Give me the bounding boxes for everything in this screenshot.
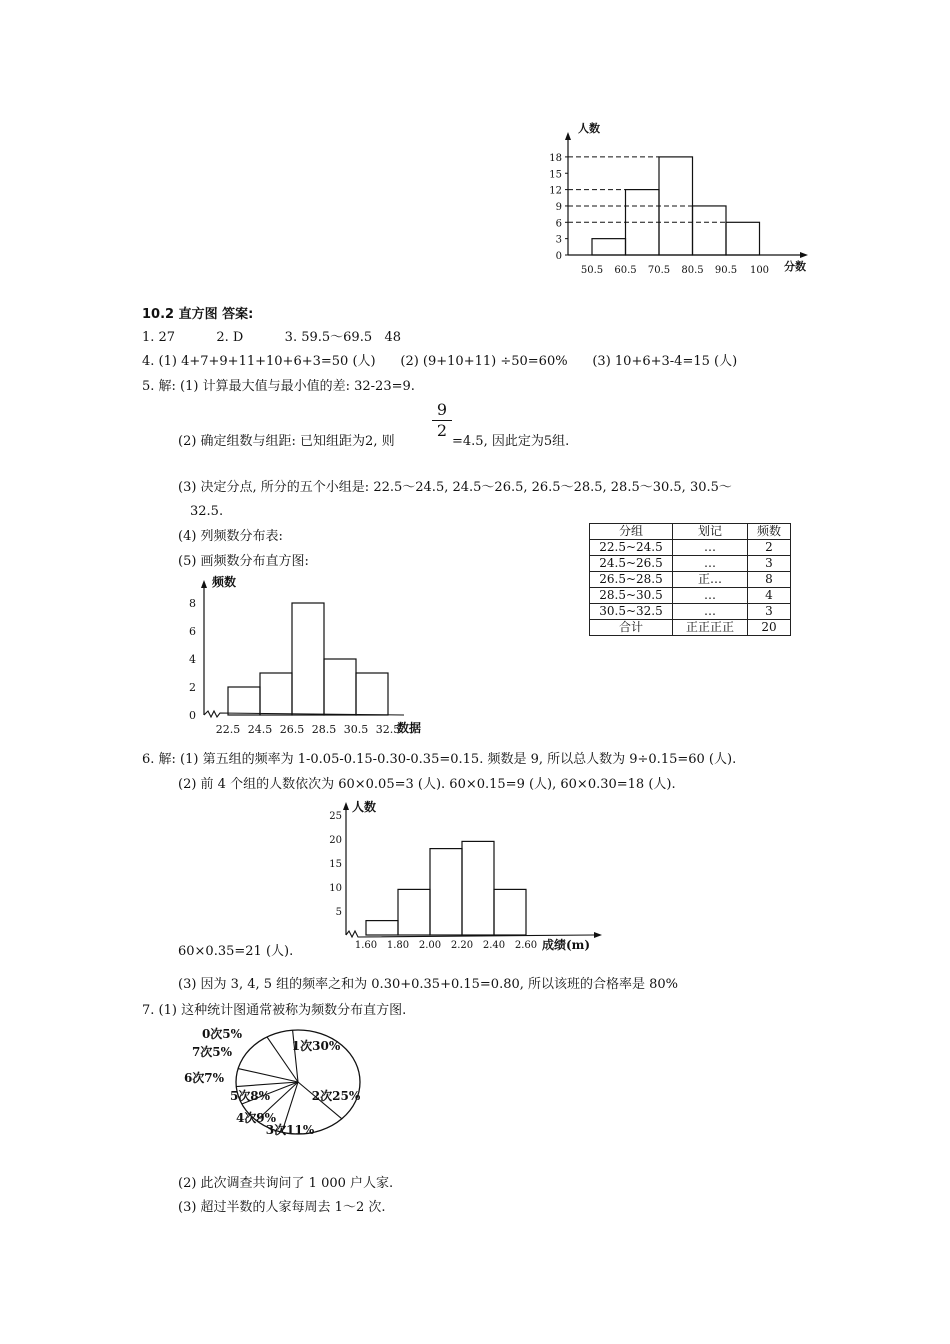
histogram-frequency xyxy=(180,572,450,740)
y-tick-label: 8 xyxy=(189,597,196,610)
bar xyxy=(726,222,760,255)
table-row xyxy=(590,604,791,620)
table-cell: 4 xyxy=(748,588,791,604)
bar xyxy=(494,889,526,935)
table-cell: 20 xyxy=(748,620,791,636)
table-row xyxy=(590,572,791,588)
table-cell: 3 xyxy=(748,556,791,572)
y-tick-label: 0 xyxy=(555,251,562,262)
table-row xyxy=(590,556,791,572)
chart3-ylabel: 人数 xyxy=(352,800,377,814)
answer-line-6-2: (2) 前 4 个组的人数依次为 60×0.05=3 (人). 60×0.15=9 (人), 60×0.30=18 (人). xyxy=(178,777,676,792)
y-tick-label: 5 xyxy=(335,907,342,918)
pie-label: 7次5% xyxy=(191,1045,233,1059)
bar xyxy=(324,659,356,715)
x-tick-label: 90.5 xyxy=(714,265,738,276)
bar xyxy=(592,239,626,255)
table-cell: 正正正正 xyxy=(673,620,748,636)
y-tick-label: 25 xyxy=(329,811,342,822)
answer-line-7-2: (2) 此次调查共询问了 1 000 户人家. xyxy=(178,1176,394,1191)
answer-line-5-4: (4) 列频数分布表: xyxy=(178,529,283,544)
chart3-xlabel: 成绩(m) xyxy=(542,938,591,952)
y-tick-label: 3 xyxy=(555,234,562,246)
x-axis-break xyxy=(346,931,594,937)
answer-line-5-2-post: =4.5, 因此定为5组. xyxy=(452,434,570,449)
x-tick-label: 1.80 xyxy=(386,940,410,951)
bar xyxy=(228,687,260,715)
fraction-numerator: 9 xyxy=(432,400,452,421)
y-axis-arrow xyxy=(343,802,349,810)
pie-label: 3次11% xyxy=(265,1123,315,1137)
y-tick-label: 0 xyxy=(189,709,196,722)
x-tick-label: 22.5 xyxy=(215,723,241,736)
section-title: 10.2 直方图 答案: xyxy=(142,307,254,322)
x-tick-label: 2.60 xyxy=(514,940,538,951)
table-header: 分组 xyxy=(590,524,673,540)
pie-label: 0次5% xyxy=(201,1027,243,1041)
x-axis-arrow xyxy=(594,932,602,938)
y-tick-label: 9 xyxy=(555,201,562,213)
chart2-xlabel: 数据 xyxy=(397,721,422,735)
table-cell: 3 xyxy=(748,604,791,620)
x-axis-break xyxy=(204,711,404,717)
y-tick-label: 12 xyxy=(549,185,562,197)
y-tick-label: 20 xyxy=(329,835,342,846)
table-cell: 合计 xyxy=(590,620,673,636)
chart2-ylabel: 频数 xyxy=(212,575,237,589)
bar xyxy=(462,841,494,935)
x-tick-label: 50.5 xyxy=(580,265,604,276)
y-tick-label: 15 xyxy=(549,169,562,181)
x-tick-label: 2.40 xyxy=(482,940,506,951)
table-header: 划记 xyxy=(673,524,748,540)
x-tick-label: 28.5 xyxy=(311,723,337,736)
y-tick-label: 18 xyxy=(549,152,562,164)
pie-slice-edge xyxy=(293,1030,298,1082)
answer-line-5-3b: 32.5. xyxy=(190,504,224,519)
pie-label: 4次9% xyxy=(235,1111,277,1125)
bar xyxy=(356,673,388,715)
bar xyxy=(366,921,398,935)
histogram-scores xyxy=(540,118,820,280)
pie-label: 1次30% xyxy=(291,1039,341,1053)
x-axis-arrow xyxy=(800,252,808,258)
histogram-results xyxy=(329,796,630,956)
table-cell: … xyxy=(673,556,748,572)
y-axis-arrow xyxy=(565,132,571,140)
x-tick-label: 30.5 xyxy=(343,723,369,736)
answer-line-5-5: (5) 画频数分布直方图: xyxy=(178,554,309,569)
answer-line-5: 5. 解: (1) 计算最大值与最小值的差: 32-23=9. xyxy=(142,379,415,394)
table-cell: 26.5~28.5 xyxy=(590,572,673,588)
table-row xyxy=(590,620,791,636)
y-tick-label: 15 xyxy=(329,859,342,870)
bar xyxy=(292,603,324,715)
answer-line-7-3: (3) 超过半数的人家每周去 1～2 次. xyxy=(178,1200,386,1215)
y-tick-label: 6 xyxy=(555,218,562,230)
x-tick-label: 2.00 xyxy=(418,940,442,951)
table-row xyxy=(590,588,791,604)
y-tick-label: 2 xyxy=(189,681,196,694)
table-cell: 24.5~26.5 xyxy=(590,556,673,572)
table-cell: … xyxy=(673,540,748,556)
table-cell: 8 xyxy=(748,572,791,588)
table-cell: 2 xyxy=(748,540,791,556)
answer-line-6: 6. 解: (1) 第五组的频率为 1-0.05-0.15-0.30-0.35=0.15. 频数是 9, 所以总人数为 9÷0.15=60 (人). xyxy=(142,752,737,767)
answer-line-6-4: (3) 因为 3, 4, 5 组的频率之和为 0.30+0.35+0.15=0.80, 所以该班的合格率是 80% xyxy=(178,977,679,992)
x-tick-label: 60.5 xyxy=(614,265,637,276)
bar xyxy=(430,849,462,935)
x-tick-label: 100 xyxy=(749,265,770,276)
y-tick-label: 4 xyxy=(189,653,196,666)
y-tick-label: 10 xyxy=(329,883,342,894)
table-header-row xyxy=(590,524,791,540)
table-cell: … xyxy=(673,604,748,620)
table-cell: … xyxy=(673,588,748,604)
answer-line-7: 7. (1) 这种统计图通常被称为频数分布直方图. xyxy=(142,1003,407,1018)
table-header: 频数 xyxy=(748,524,791,540)
y-tick-label: 6 xyxy=(189,625,196,638)
table-cell: 正… xyxy=(673,572,748,588)
x-tick-label: 80.5 xyxy=(681,265,704,276)
pie-label: 5次8% xyxy=(229,1089,271,1103)
x-tick-label: 1.60 xyxy=(354,940,378,951)
table-row xyxy=(590,540,791,556)
pie-label: 6次7% xyxy=(183,1071,225,1085)
fraction-denominator: 2 xyxy=(436,421,448,440)
bar xyxy=(260,673,292,715)
x-tick-label: 24.5 xyxy=(247,723,273,736)
y-axis-arrow xyxy=(201,580,207,588)
chart1-xlabel: 分数 xyxy=(784,260,806,273)
pie-slice-edge xyxy=(238,1069,298,1082)
pie-label: 2次25% xyxy=(311,1089,361,1103)
answer-line-5-3: (3) 决定分点, 所分的五个小组是: 22.5～24.5, 24.5～26.5, 26.5～28.5, 28.5～30.5, 30.5～ xyxy=(178,480,732,495)
table-cell: 22.5~24.5 xyxy=(590,540,673,556)
x-tick-label: 26.5 xyxy=(279,723,305,736)
frequency-table xyxy=(589,523,791,636)
chart1-ylabel: 人数 xyxy=(578,122,600,135)
x-tick-label: 32.5 xyxy=(375,723,401,736)
answer-line-6-3: 60×0.35=21 (人). xyxy=(178,944,294,959)
bar xyxy=(398,889,430,935)
fraction xyxy=(432,400,452,441)
x-tick-label: 70.5 xyxy=(647,265,671,276)
answer-line-1: 1. 27 2. D 3. 59.5～69.5 48 xyxy=(142,330,402,345)
x-tick-label: 2.20 xyxy=(450,940,474,951)
pie-chart-visits xyxy=(178,1022,378,1170)
table-cell: 28.5~30.5 xyxy=(590,588,673,604)
answer-line-5-2-pre: (2) 确定组数与组距: 已知组距为2, 则 xyxy=(178,434,395,449)
answer-line-4: 4. (1) 4+7+9+11+10+6+3=50 (人) (2) (9+10+11) ÷50=60% (3) 10+6+3-4=15 (人) xyxy=(142,354,738,369)
table-cell: 30.5~32.5 xyxy=(590,604,673,620)
bar xyxy=(693,206,727,255)
